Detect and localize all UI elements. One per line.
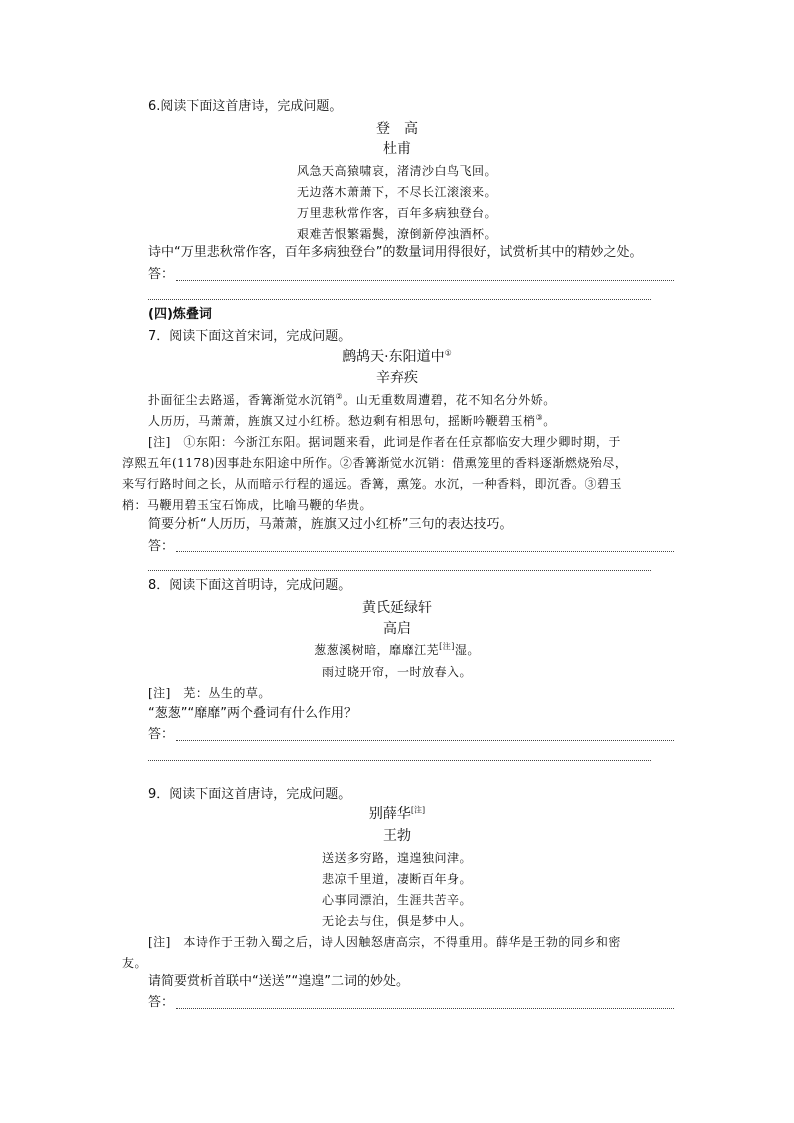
q6-poem-author: 杜甫 (383, 141, 411, 157)
q9-poem-line-3: 心事同漂泊，生涯共苦辛。 (321, 893, 472, 907)
section-heading: (四)炼叠词 (148, 307, 212, 322)
q8-poem-line-2: 雨过晓开帘，一时放春入。 (321, 665, 472, 679)
q7-note-line-1: [注] ①东阳：今浙江东阳。据词题来看，此词是作者在任京都临安大理少卿时期，于 (148, 435, 621, 449)
q7-answer-line-2[interactable] (148, 570, 651, 571)
q8-poem-title: 黄氏延绿轩 (362, 600, 432, 616)
q6-poem-line-2: 无边落木萧萧下，不尽长江滚滚来。 (296, 185, 497, 199)
q9-poem-line-4: 无论去与住，俱是梦中人。 (321, 914, 472, 928)
q7-question: 简要分析“人历历，马萧萧，旌旗又过小红桥”三句的表达技巧。 (148, 517, 513, 532)
q7-poem-title: 鹧鸪天·东阳道中① (342, 348, 452, 365)
q8-note: [注] 芜：丛生的草。 (148, 686, 271, 700)
q9-question: 请简要赏析首联中“送送”“遑遑”二词的妙处。 (148, 974, 409, 989)
q9-answer-label: 答： (148, 995, 175, 1010)
q7-note-line-4: 梢：马鞭用碧玉宝石饰成，比喻马鞭的华贵。 (122, 498, 373, 512)
q6-answer-label: 答： (148, 267, 175, 282)
q7-note-line-3: 来写行路时间之长，从而暗示行程的遥远。香篝，熏笼。水沉，一种香料，即沉香。③碧玉 (122, 477, 623, 491)
q7-answer-label: 答： (148, 539, 175, 554)
q9-poem-title: 别薛华[注] (368, 805, 426, 822)
q8-instruction: 8．阅读下面这首明诗，完成问题。 (148, 578, 352, 593)
q6-question: 诗中“万里悲秋常作客，百年多病独登台”的数量词用得很好，试赏析其中的精妙之处。 (148, 245, 643, 260)
q6-poem-line-3: 万里悲秋常作客，百年多病独登台。 (296, 206, 497, 220)
q9-poem-line-2: 悲凉千里道，凄断百年身。 (321, 872, 472, 886)
q9-poem-author: 王勃 (383, 828, 411, 844)
q7-instruction: 7．阅读下面这首宋词，完成问题。 (148, 329, 352, 344)
q6-poem-line-1: 风急天高猿啸哀，渚清沙白鸟飞回。 (296, 164, 497, 178)
q9-answer-line-1[interactable] (176, 1008, 674, 1009)
q7-poem-author: 辛弃疾 (376, 370, 418, 386)
q7-poem-line-2: 人历历，马萧萧，旌旗又过小红桥。愁边剩有相思句，摇断吟鞭碧玉梢③。 (148, 413, 556, 428)
q7-answer-line-1[interactable] (176, 551, 674, 552)
q8-answer-line-1[interactable] (176, 740, 674, 741)
q9-note-line-1: [注] 本诗作于王勃入蜀之后，诗人因触怒唐高宗，不得重用。薛华是王勃的同乡和密 (148, 935, 621, 949)
q8-answer-line-2[interactable] (148, 760, 651, 761)
q8-question: “葱葱”“靡靡”两个叠词有什么作用？ (148, 706, 357, 721)
q7-note-line-2: 淳熙五年(1178)因事赴东阳途中所作。②香篝渐觉水沉销：借熏笼里的香料逐渐燃烧殆尽， (122, 456, 628, 470)
q7-poem-line-1: 扑面征尘去路遥，香篝渐觉水沉销②。山无重数周遭碧，花不知名分外娇。 (148, 392, 556, 407)
q6-answer-line-2[interactable] (148, 299, 651, 300)
q8-answer-label: 答： (148, 727, 175, 742)
q9-instruction: 9．阅读下面这首唐诗，完成问题。 (148, 787, 352, 802)
q8-poem-author: 高启 (383, 621, 411, 637)
q9-title-footnote: [注] (410, 805, 426, 815)
q8-poem-line-1: 葱葱溪树暗，靡靡江芜[注]湿。 (314, 642, 480, 657)
q6-poem-line-4: 艰难苦恨繁霜鬓，潦倒新停浊酒杯。 (296, 227, 497, 241)
q6-answer-line-1[interactable] (176, 280, 674, 281)
q6-poem-title: 登 高 (376, 121, 418, 137)
q9-poem-line-1: 送送多穷路，遑遑独问津。 (321, 851, 472, 865)
q6-instruction: 6.阅读下面这首唐诗，完成问题。 (148, 99, 343, 114)
q7-title-footnote: ① (444, 348, 452, 358)
q9-note-line-2: 友。 (122, 956, 148, 970)
